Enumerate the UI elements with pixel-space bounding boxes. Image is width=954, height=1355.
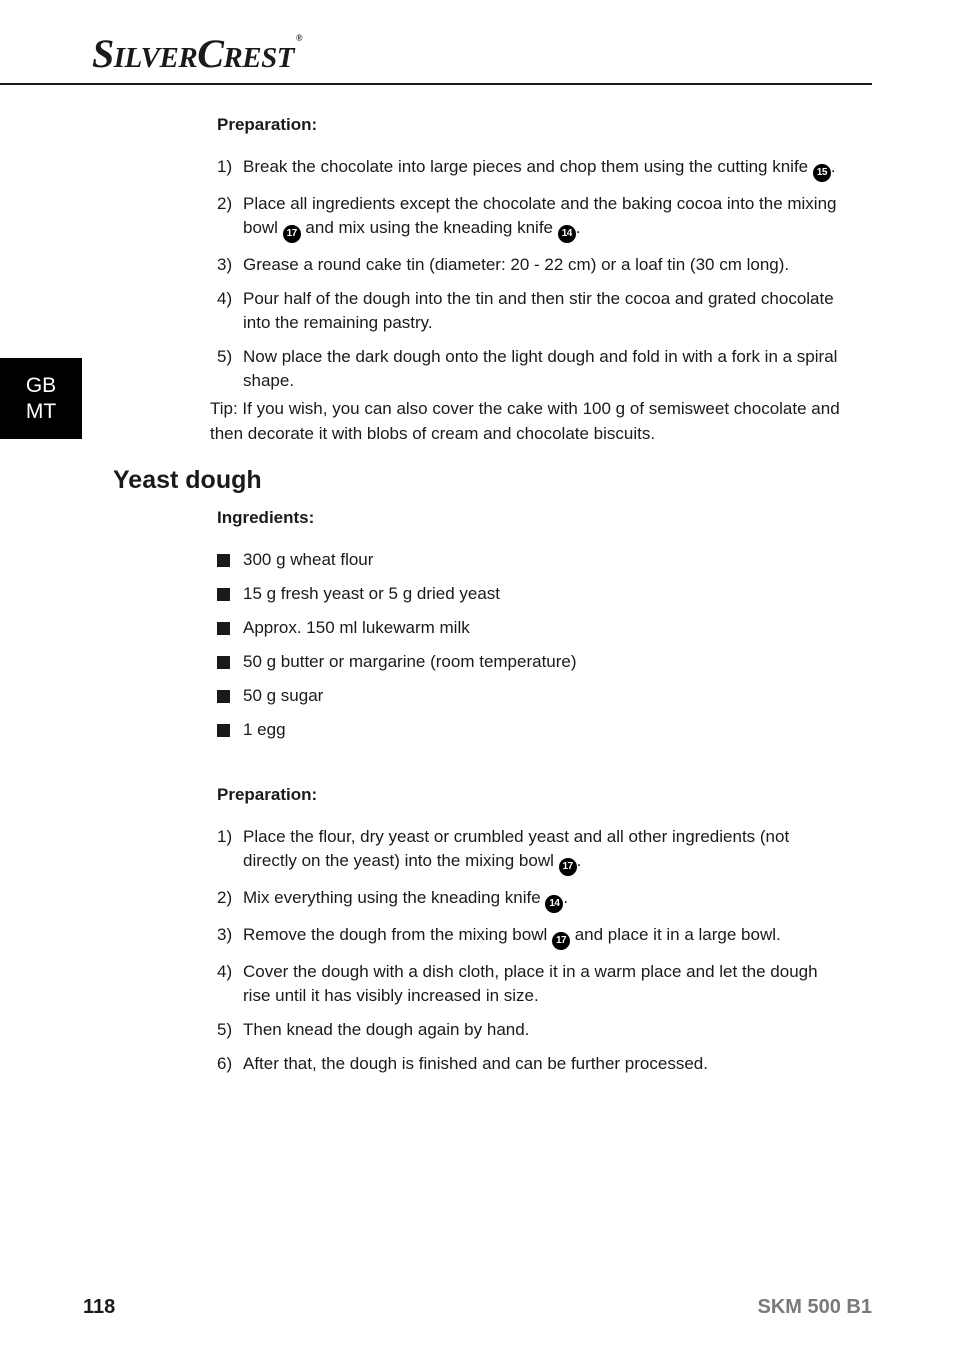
step-number: 4) [217,962,233,981]
ingredient-text: 300 g wheat flour [243,550,374,569]
list-item [217,582,842,606]
step-item [217,287,842,335]
preparation-heading: Preparation: [217,785,318,804]
step-text: Break the chocolate into large pieces and chop them using the cutting knife [243,157,813,176]
part-14-reference-icon: 14 [545,895,563,913]
list-item [217,718,842,742]
list-item [217,548,842,572]
step-text: . [563,888,569,907]
square-bullet-icon [217,724,230,737]
part-14-reference-icon: 14 [558,225,576,243]
step-number: 2) [217,888,233,907]
step-number: 6) [217,1054,233,1073]
step-text: Pour half of the dough into the tin and then stir the cocoa and grated chocolate into the remaining pastry. [243,289,834,332]
step-item [217,825,842,876]
header-rule [0,83,872,85]
step-text: . [830,157,836,176]
step-number: 1) [217,157,233,176]
part-17-reference-icon: 17 [559,858,577,876]
ingredients-list [217,548,842,752]
square-bullet-icon [217,690,230,703]
step-text: Then knead the dough again by hand. [243,1020,530,1039]
step-text: . [576,851,582,870]
part-17-reference-icon: 17 [283,225,301,243]
ingredient-text: 50 g sugar [243,686,324,705]
step-item [217,1018,842,1042]
language-tab [0,358,82,439]
step-number: 5) [217,1020,233,1039]
step-text: and mix using the kneading knife [300,218,558,237]
step-text: Cover the dough with a dish cloth, place it in a warm place and let the dough rise until it has visibly increased in size. [243,962,818,1005]
ingredient-text: 15 g fresh yeast or 5 g dried yeast [243,584,501,603]
list-item [217,616,842,640]
list-item [217,684,842,708]
brand-logo: SILVERCREST® [92,31,303,76]
step-text: . [575,218,581,237]
square-bullet-icon [217,656,230,669]
step-item [217,1052,842,1076]
step-text: Place all ingredients except the chocolate and the baking cocoa into the mixing bowl [243,194,837,237]
page-number: 118 [83,1296,116,1318]
part-15-reference-icon: 15 [813,164,831,182]
step-item [217,345,842,393]
step-item [217,155,842,182]
yeast-dough-title: Yeast dough [113,466,262,494]
ingredient-text: 50 g butter or margarine (room temperature) [243,652,577,671]
ingredients-heading: Ingredients: [217,508,315,527]
preparation-steps-marble-cake [217,155,842,403]
step-number: 2) [217,194,233,213]
step-number: 3) [217,255,233,274]
step-text: After that, the dough is finished and can be further processed. [243,1054,708,1073]
step-item [217,923,842,950]
square-bullet-icon [217,622,230,635]
step-text: Remove the dough from the mixing bowl [243,925,552,944]
step-number: 5) [217,347,233,366]
square-bullet-icon [217,554,230,567]
step-item [217,253,842,277]
model-name: SKM 500 B1 [757,1296,872,1318]
step-number: 4) [217,289,233,308]
step-text: Place the flour, dry yeast or crumbled yeast and all other ingredients (not directly on the yeast) into the mixing bowl [243,827,790,870]
step-text: Grease a round cake tin (diameter: 20 - 22 cm) or a loaf tin (30 cm long). [243,255,790,274]
list-item [217,650,842,674]
tip-paragraph: Tip: If you wish, you can also cover the cake with 100 g of semisweet chocolate and then decorate it with blobs of cream and chocolate biscuits. [210,399,840,443]
step-text: and place it in a large bowl. [570,925,781,944]
square-bullet-icon [217,588,230,601]
language-mt: MT [25,399,57,423]
step-number: 1) [217,827,233,846]
ingredient-text: 1 egg [243,720,286,739]
step-item [217,886,842,913]
ingredient-text: Approx. 150 ml lukewarm milk [243,618,470,637]
step-item [217,960,842,1008]
step-number: 3) [217,925,233,944]
part-17-reference-icon: 17 [552,932,570,950]
preparation-steps-yeast-dough [217,825,842,1086]
step-text: Now place the dark dough onto the light dough and fold in with a fork in a spiral shape. [243,347,838,390]
language-gb: GB [25,373,57,397]
step-text: Mix everything using the kneading knife [243,888,546,907]
step-item [217,192,842,243]
preparation-heading: Preparation: [217,115,318,134]
